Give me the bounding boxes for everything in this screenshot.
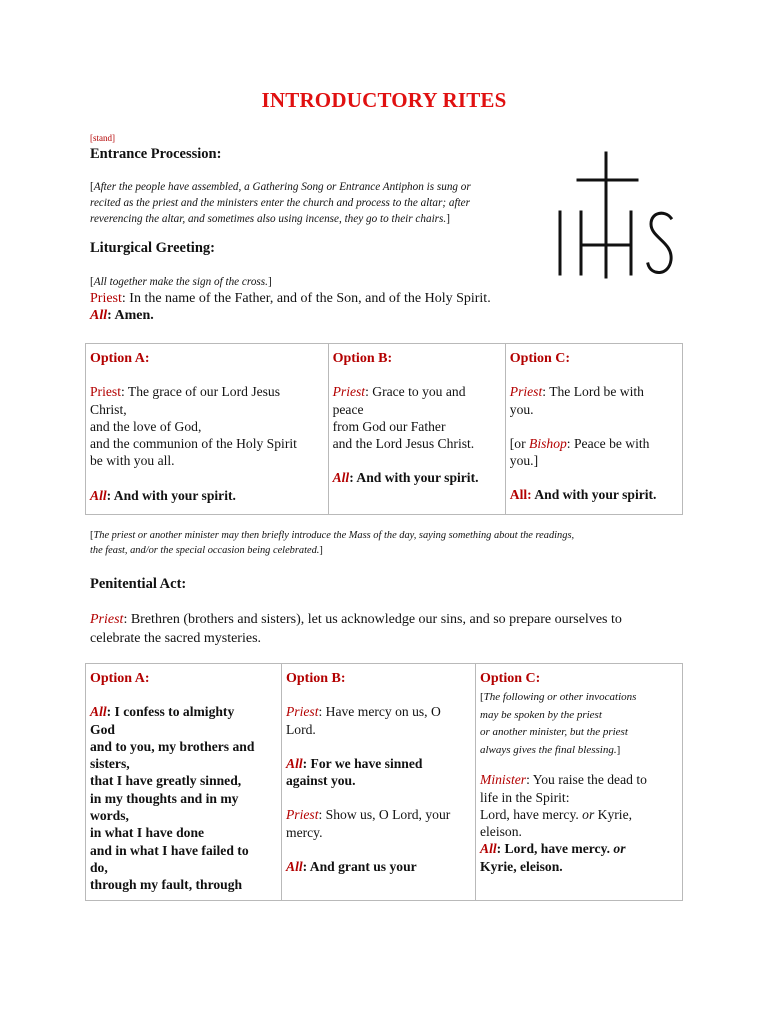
greeting-option-a: Option A: Priest: The grace of our Lord Jesus Christ, and the love of God, and the communion of the Holy Spirit be with you all. All: And with your spirit. [86,344,329,515]
greeting-options-table [85,343,683,515]
greeting-option-b: Option B: Priest: Grace to you and peace from God our Father and the Lord Jesus Christ. All: And with your spirit. [328,344,505,515]
greeting-heading: Liturgical Greeting: [90,240,215,256]
penitential-option-c: Option C: [The following or other invocations may be spoken by the priest or another minister, but the priest always gives the final blessing.] Minister: You raise the dead to life in the Spirit: Lord, have mercy. or Kyrie, eleison. All: Lord, have mercy. or Kyrie, eleison. [476,664,683,901]
greeting-all-line: All: Amen. [90,308,154,323]
penitential-options-table [85,663,683,901]
penitential-heading: Penitential Act: [90,576,187,592]
entrance-rubric: [After the people have assembled, a Gathering Song or Entrance Antiphon is sung or recited as the priest and the ministers enter the church and process to the altar; after reverencing the altar, and sometimes also using incense, they go to their chairs.] [90,181,471,225]
penitential-option-a: Option A: All: I confess to almighty God and to you, my brothers and sisters, that I have greatly sinned, in my thoughts and in my words, in what I have done and in what I have failed to do, through my fault, through [86,664,282,901]
entrance-heading: Entrance Procession: [90,146,222,162]
penitential-priest-line: Priest: Brethren (brothers and sisters), let us acknowledge our sins, and so prepare ourselves to celebrate the sacred mysteries. [90,612,622,646]
stand-rubric: [stand] [90,133,115,143]
greeting-priest-line: Priest: In the name of the Father, and of the Son, and of the Holy Spirit. [90,291,491,306]
ihs-christogram-icon [553,150,675,280]
penitential-option-b: Option B: Priest: Have mercy on us, O Lord. All: For we have sinned against you. Priest: Show us, O Lord, your mercy. All: And grant us your [282,664,476,901]
greeting-rubric: [All together make the sign of the cross.] [90,276,272,288]
page-title: INTRODUCTORY RITES [261,88,507,112]
greeting-option-c: Option C: Priest: The Lord be with you. [or Bishop: Peace be with you.] All: And with your spirit. [505,344,682,515]
intro-rubric: [The priest or another minister may then briefly introduce the Mass of the day, saying something about the readings, the feast, and/or the special occasion being celebrated.] [90,530,575,556]
